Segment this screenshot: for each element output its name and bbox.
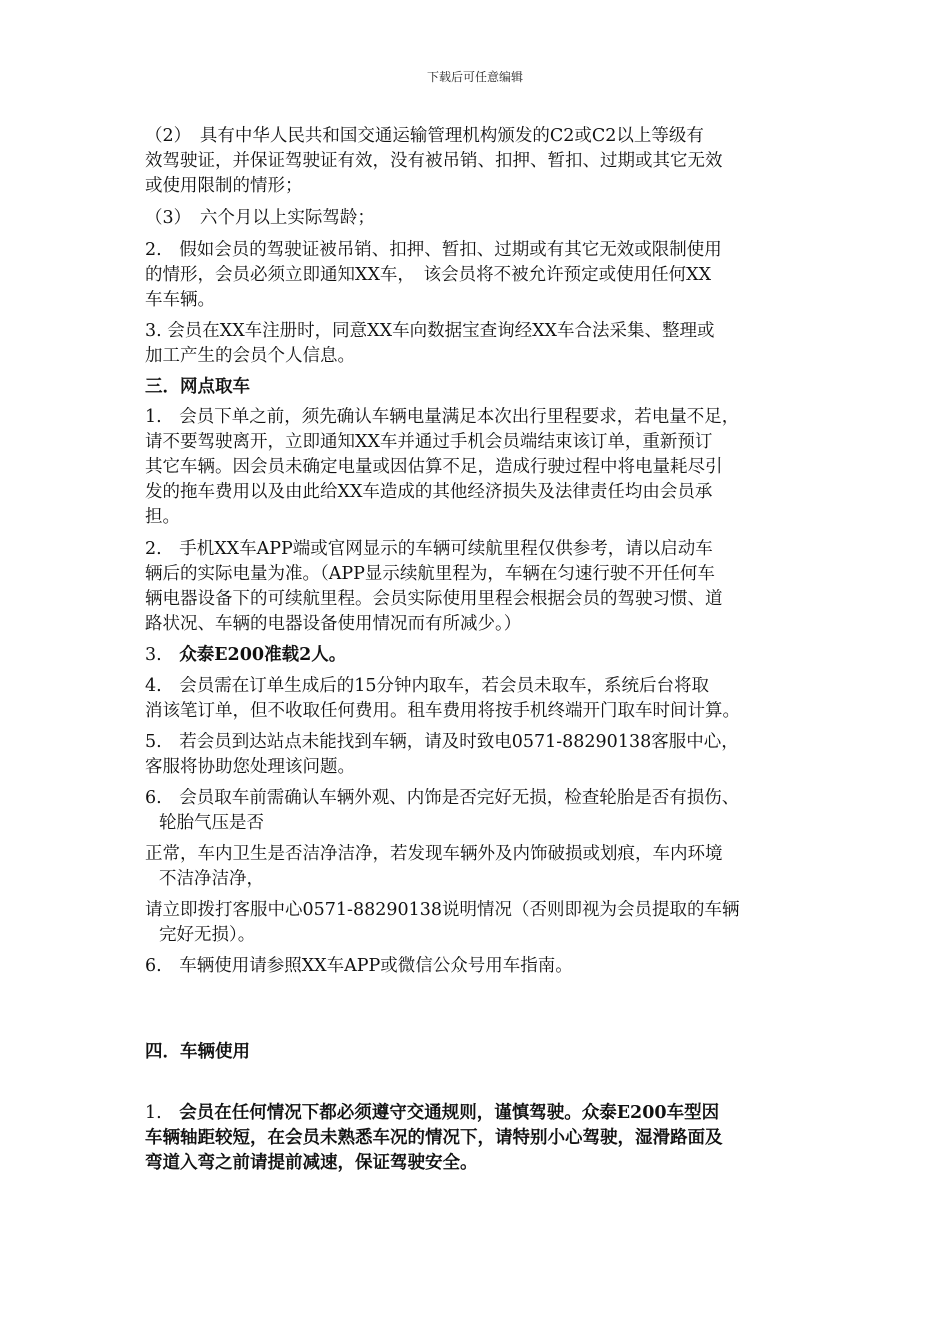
section-heading: 四．车辆使用 bbox=[145, 1042, 250, 1062]
text-line bbox=[145, 1101, 825, 1126]
bold-text: 会员在任何情况下都必须遵守交通规则，谨慎驾驶。众泰E200车型因 bbox=[179, 1103, 720, 1123]
item-number: 3. bbox=[145, 645, 180, 665]
text-line: 客服将协助您处理该问题。 bbox=[145, 757, 355, 777]
item-number: 1. bbox=[145, 1103, 180, 1123]
text-line: 辆后的实际电量为准。（APP显示续航里程为，车辆在匀速行驶不开任何车 bbox=[145, 564, 715, 584]
bold-text: 众泰E200准载2人。 bbox=[179, 645, 347, 665]
text-line: 完好无损）。 bbox=[159, 925, 256, 945]
text-line: （3） 六个月以上实际驾龄； bbox=[145, 208, 375, 228]
text-line bbox=[145, 643, 825, 668]
text-line: 6. 车辆使用请参照XX车APP或微信公众号用车指南。 bbox=[145, 956, 573, 976]
page-header: 下载后可任意编辑 bbox=[426, 70, 523, 84]
text-line: 不洁净洁净， bbox=[159, 869, 264, 889]
text-line: 辆电器设备下的可续航里程。会员实际使用里程会根据会员的驾驶习惯、道 bbox=[145, 589, 723, 609]
text-line: 轮胎气压是否 bbox=[159, 813, 264, 833]
text-line: （2） 具有中华人民共和国交通运输管理机构颁发的C2或C2以上等级有 bbox=[145, 126, 704, 146]
text-line: 5. 若会员到达站点未能找到车辆，请及时致电0571-88290138客服中心， bbox=[145, 732, 739, 752]
text-line: 4. 会员需在订单生成后的15分钟内取车，若会员未取车，系统后台将取 bbox=[145, 676, 709, 696]
text-line: 3. 会员在XX车注册时，同意XX车向数据宝查询经XX车合法采集、整理或 bbox=[145, 321, 715, 341]
section-heading: 三．网点取车 bbox=[145, 377, 250, 397]
text-line: 其它车辆。因会员未确定电量或因估算不足，造成行驶过程中将电量耗尽引 bbox=[145, 457, 723, 477]
text-line: 消该笔订单，但不收取任何费用。租车费用将按手机终端开门取车时间计算。 bbox=[145, 701, 740, 721]
text-line: 请不要驾驶离开，立即通知XX车并通过手机会员端结束该订单，重新预订 bbox=[145, 432, 713, 452]
text-line: 车辆轴距较短，在会员未熟悉车况的情况下，请特别小心驾驶，湿滑路面及 bbox=[145, 1128, 723, 1148]
text-line: 路状况、车辆的电器设备使用情况而有所减少。） bbox=[145, 614, 522, 634]
text-line: 正常，车内卫生是否洁净洁净，若发现车辆外及内饰破损或划痕，车内环境 bbox=[145, 844, 723, 864]
text-line: 车车辆。 bbox=[145, 290, 215, 310]
text-line: 2. 假如会员的驾驶证被吊销、扣押、暂扣、过期或有其它无效或限制使用 bbox=[145, 240, 722, 260]
text-line: 1. 会员下单之前，须先确认车辆电量满足本次出行里程要求，若电量不足， bbox=[145, 407, 740, 427]
text-line: 发的拖车费用以及由此给XX车造成的其他经济损失及法律责任均由会员承 bbox=[145, 482, 713, 502]
text-line: 6. 会员取车前需确认车辆外观、内饰是否完好无损，检查轮胎是否有损伤、 bbox=[145, 788, 740, 808]
text-line: 或使用限制的情形； bbox=[145, 176, 303, 196]
text-line: 请立即拨打客服中心0571-88290138说明情况（否则即视为会员提取的车辆 bbox=[145, 900, 740, 920]
text-line: 效驾驶证，并保证驾驶证有效，没有被吊销、扣押、暂扣、过期或其它无效 bbox=[145, 151, 723, 171]
text-line: 加工产生的会员个人信息。 bbox=[145, 346, 355, 366]
text-line: 的情形，会员必须立即通知XX车， 该会员将不被允许预定或使用任何XX bbox=[145, 265, 712, 285]
text-line: 2. 手机XX车APP端或官网显示的车辆可续航里程仅供参考，请以启动车 bbox=[145, 539, 713, 559]
text-line: 担。 bbox=[145, 507, 180, 527]
text-line: 弯道入弯之前请提前减速，保证驾驶安全。 bbox=[145, 1153, 478, 1173]
